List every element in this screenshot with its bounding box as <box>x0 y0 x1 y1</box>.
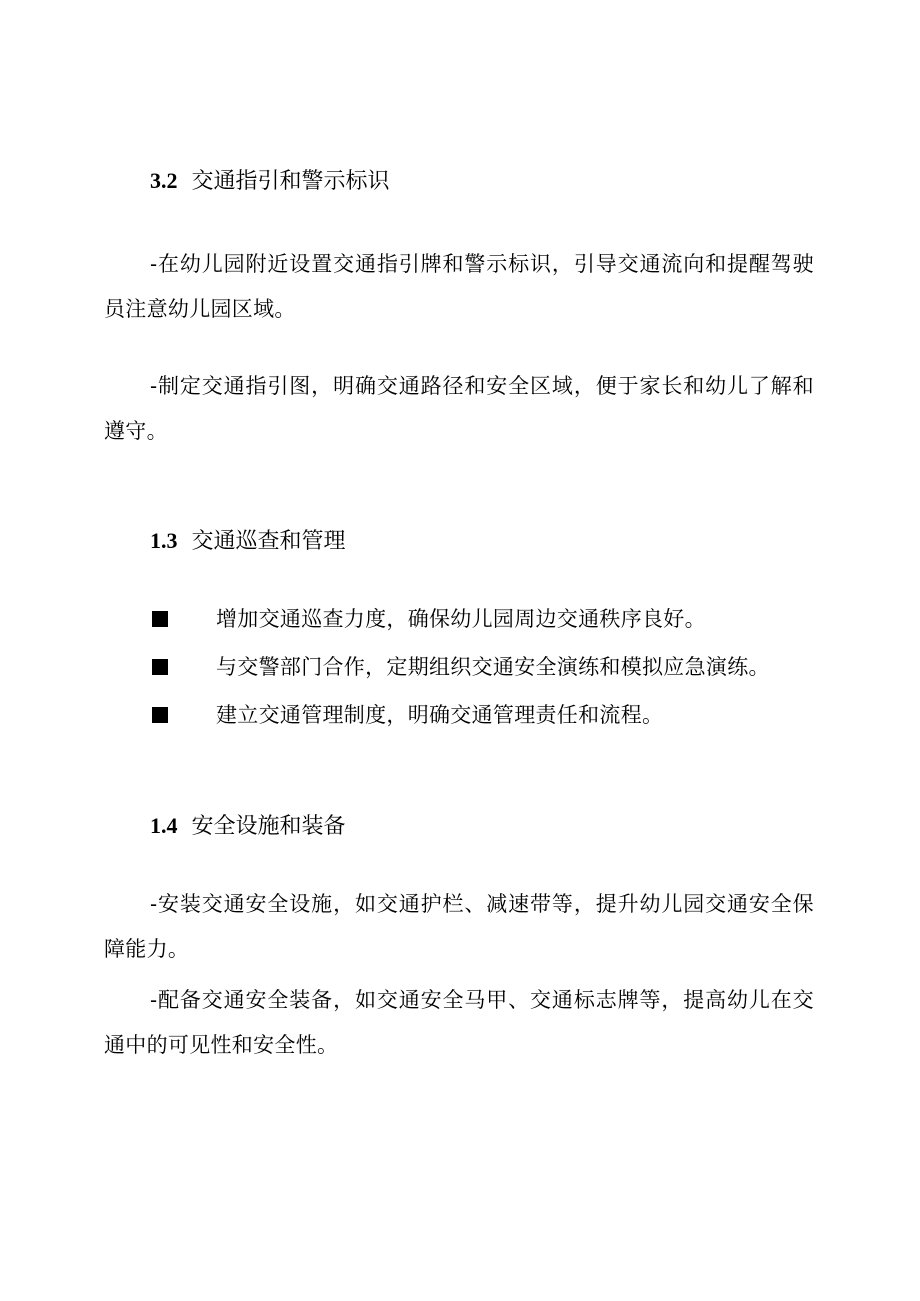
section-title: 交通指引和警示标识 <box>191 169 390 194</box>
section-number: 1.3 <box>150 528 178 553</box>
section-title: 安全设施和装备 <box>191 814 346 839</box>
list-item <box>150 604 830 634</box>
square-bullet-icon <box>152 707 168 723</box>
list-item-text: 与交警部门合作，定期组织交通安全演练和模拟应急演练。 <box>216 655 770 679</box>
list-item <box>150 652 830 682</box>
paragraph-guide-map: -制定交通指引图，明确交通路径和安全区域，便于家长和幼儿了解和遵守。 <box>104 374 814 443</box>
list-item-text: 建立交通管理制度，明确交通管理责任和流程。 <box>216 703 664 727</box>
list-item <box>150 700 830 730</box>
square-bullet-icon <box>152 611 168 627</box>
paragraph-equipment: -配备交通安全装备，如交通安全马甲、交通标志牌等，提高幼儿在交通中的可见性和安全性。 <box>104 988 814 1057</box>
paragraph-signage: -在幼儿园附近设置交通指引牌和警示标识，引导交通流向和提醒驾驶员注意幼儿园区域。 <box>104 252 814 321</box>
section-heading-1-3 <box>150 526 346 557</box>
section-title: 交通巡查和管理 <box>191 529 346 554</box>
section-number: 1.4 <box>150 813 178 838</box>
section-number: 3.2 <box>150 168 178 193</box>
paragraph-facilities: -安装交通安全设施，如交通护栏、减速带等，提升幼儿园交通安全保障能力。 <box>104 892 814 961</box>
section-heading-1-4 <box>150 811 346 842</box>
list-item-text: 增加交通巡查力度，确保幼儿园周边交通秩序良好。 <box>216 607 706 631</box>
square-bullet-icon <box>152 659 168 675</box>
section-heading-3-2 <box>150 166 390 197</box>
